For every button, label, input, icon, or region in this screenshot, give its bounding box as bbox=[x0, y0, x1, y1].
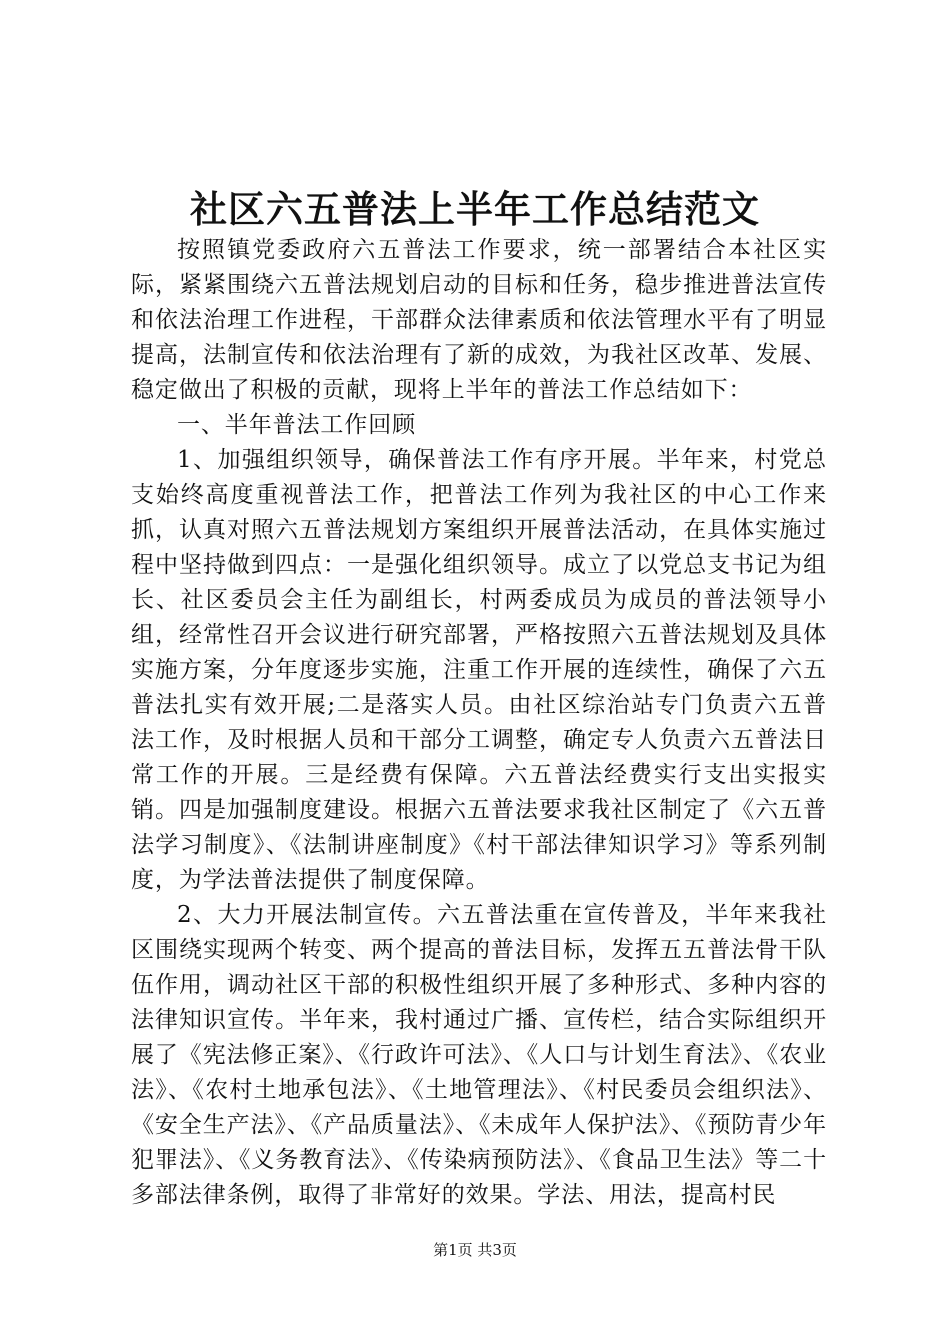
section-heading: 一、半年普法工作回顾 bbox=[177, 412, 416, 438]
item-two-paragraph: 2、大力开展法制宣传。六五普法重在宣传普及，半年来我社区围绕实现两个转变、两个提高的普法目标，发挥五五普法骨干队伍作用，调动社区干部的积极性组织开展了多种形式、多种内容的法律知识宣传。半年来，我村通过广播、宣传栏，结合实际组织开展了《宪法修正案》、《行政许可法》、《人口与计划生育法》、《农业法》、《农村土地承包法》、《土地管理法》、《村民委员会组织法》、《安全生产法》、《产品质量法》、《未成年人保护法》、《预防青少年犯罪法》、《义务教育法》、《传染病预防法》、《食品卫生法》等二十多部法律条例，取得了非常好的效果。学法、用法，提高村民 bbox=[131, 902, 827, 1208]
item-one-paragraph: 1、加强组织领导，确保普法工作有序开展。半年来，村党总支始终高度重视普法工作，把普法工作列为我社区的中心工作来抓，认真对照六五普法规划方案组织开展普法活动，在具体实施过程中坚持做到四点：一是强化组织领导。成立了以党总支书记为组长、社区委员会主任为副组长，村两委成员为成员的普法领导小组，经常性召开会议进行研究部署，严格按照六五普法规划及具体实施方案，分年度逐步实施，注重工作开展的连续性，确保了六五普法扎实有效开展;二是落实人员。由社区综治站专门负责六五普法工作，及时根据人员和干部分工调整，确定专人负责六五普法日常工作的开展。三是经费有保障。六五普法经费实行支出实报实销。四是加强制度建设。根据六五普法要求我社区制定了《六五普法学习制度》、《法制讲座制度》《村干部法律知识学习》等系列制度，为学法普法提供了制度保障。 bbox=[131, 447, 827, 893]
document-body bbox=[131, 233, 827, 1213]
document-title: 社区六五普法上半年工作总结范文 bbox=[190, 187, 760, 231]
page-number: 第1页 共3页 bbox=[433, 1241, 517, 1259]
intro-paragraph: 按照镇党委政府六五普法工作要求，统一部署结合本社区实际，紧紧围绕六五普法规划启动的目标和任务，稳步推进普法宣传和依法治理工作进程，干部群众法律素质和依法管理水平有了明显提高，法制宣传和依法治理有了新的成效，为我社区改革、发展、稳定做出了积极的贡献，现将上半年的普法工作总结如下： bbox=[131, 237, 827, 403]
